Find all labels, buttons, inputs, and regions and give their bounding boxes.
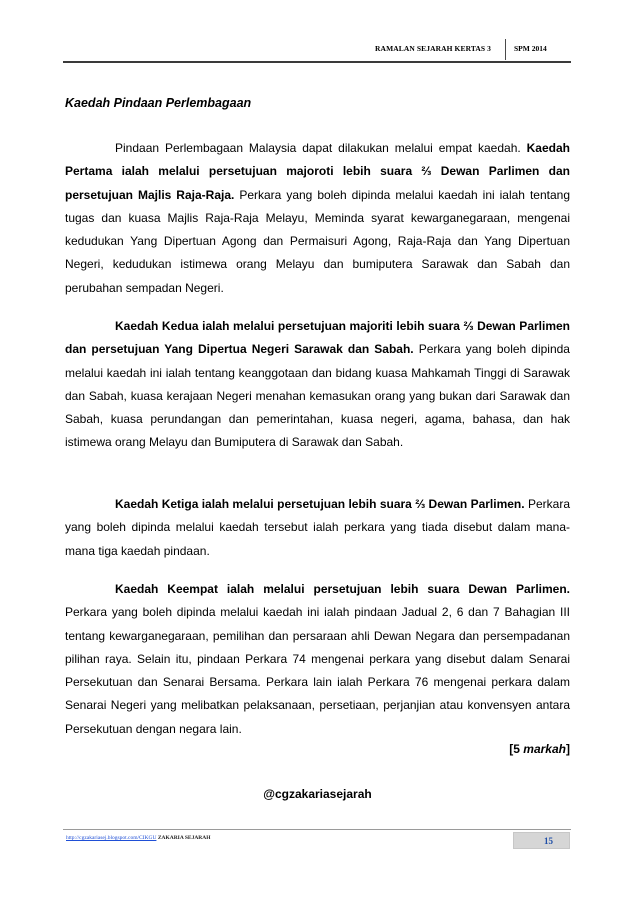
- header-title: RAMALAN SEJARAH KERTAS 3: [375, 44, 491, 53]
- paragraph-bold-lead: Kaedah Kedua ialah melalui persetujuan majoriti lebih suara ⅔ Dewan Parlimen dan persetujuan Yang Dipertua Negeri Sarawak dan Sabah.: [65, 319, 570, 357]
- page-number-box: [513, 832, 570, 849]
- header-exam: SPM 2014: [514, 44, 547, 53]
- footer-rule: [63, 829, 571, 830]
- footer-link[interactable]: http://cgzakariasej.blogspot.com/CIKGU: [66, 835, 157, 841]
- paragraph-intro: Pindaan Perlembagaan Malaysia dapat dilakukan melalui empat kaedah.: [115, 141, 521, 155]
- marks-close: ]: [566, 742, 570, 756]
- paragraph-bold-lead: Kaedah Ketiga ialah melalui persetujuan lebih suara ⅔ Dewan Parlimen.: [115, 497, 525, 511]
- paragraph-kaedah-pertama: [65, 137, 570, 300]
- paragraph-text: Perkara yang boleh dipinda melalui kaedah tersebut ialah perkara yang tiada disebut dalam mana-mana tiga kaedah pindaan.: [65, 497, 570, 558]
- paragraph-bold-lead: Kaedah Pertama ialah melalui persetujuan majoroti lebih suara ⅔ Dewan Parlimen dan persetujuan Majlis Raja-Raja.: [65, 141, 570, 202]
- author-handle: @cgzakariasejarah: [263, 787, 372, 801]
- header-rule: [63, 61, 571, 63]
- footer-credit: [66, 835, 211, 841]
- header-divider: [505, 39, 506, 60]
- paragraph-bold-lead: Kaedah Keempat ialah melalui persetujuan lebih suara Dewan Parlimen.: [115, 582, 570, 596]
- page-header: [0, 0, 638, 70]
- paragraph-kaedah-keempat: [65, 578, 570, 741]
- marks-word: markah: [523, 742, 566, 756]
- marks-label: [509, 742, 570, 756]
- footer-author: ZAKARIA SEJARAH: [156, 835, 211, 841]
- paragraph-text: Perkara yang boleh dipinda melalui kaedah ini ialah pindaan Jadual 2, 6 dan 7 Bahagian III tentang kewarganegaraan, pemilihan dan persaraan ahli Dewan Negara dan persempadanan pilihan raya. Selain itu, pindaan Perkara 74 mengenai perkara yang disebut dalam Senarai Persekutuan dan Senarai Bersama. Perkara lain ialah Perkara 76 mengenai perkara dalam Senarai Negeri yang melibatkan pelaksanaan, persetiaan, perjanjian atau konvensyen antara Persekutuan dengan negara lain.: [65, 605, 570, 736]
- paragraph-kaedah-ketiga: [65, 493, 570, 563]
- paragraph-kaedah-kedua: [65, 315, 570, 455]
- paragraph-text: Perkara yang boleh dipinda melalui kaedah ini ialah tentang keanggotaan dan bidang kuasa Mahkamah Tinggi di Sarawak dan Sabah, kuasa kerajaan Negeri menahan kemasukan orang yang bukan dari Sarawak dan Sabah, kuasa perundangan dan pemerintahan, kuasa negeri, agama, bahasa, dan hak istimewa orang Melayu dan Bumiputera di Sarawak dan Sabah.: [65, 342, 570, 450]
- paragraph-text: Perkara yang boleh dipinda melalui kaedah ini ialah tentang tugas dan kuasa Majlis Raja-Raja Melayu, Meminda syarat kewarganegaraan, mengenai kedudukan Yang Dipertuan Agong dan Permaisuri Agong, Raja-Raja dan Yang Dipertuan Negeri, kedudukan istimewa orang Melayu dan bumiputera Sarawak dan Sabah dan perubahan sempadan Negeri.: [65, 187, 570, 295]
- section-heading: Kaedah Pindaan Perlembagaan: [65, 96, 252, 110]
- page-number: 15: [544, 836, 553, 846]
- marks-open: [5: [509, 742, 524, 756]
